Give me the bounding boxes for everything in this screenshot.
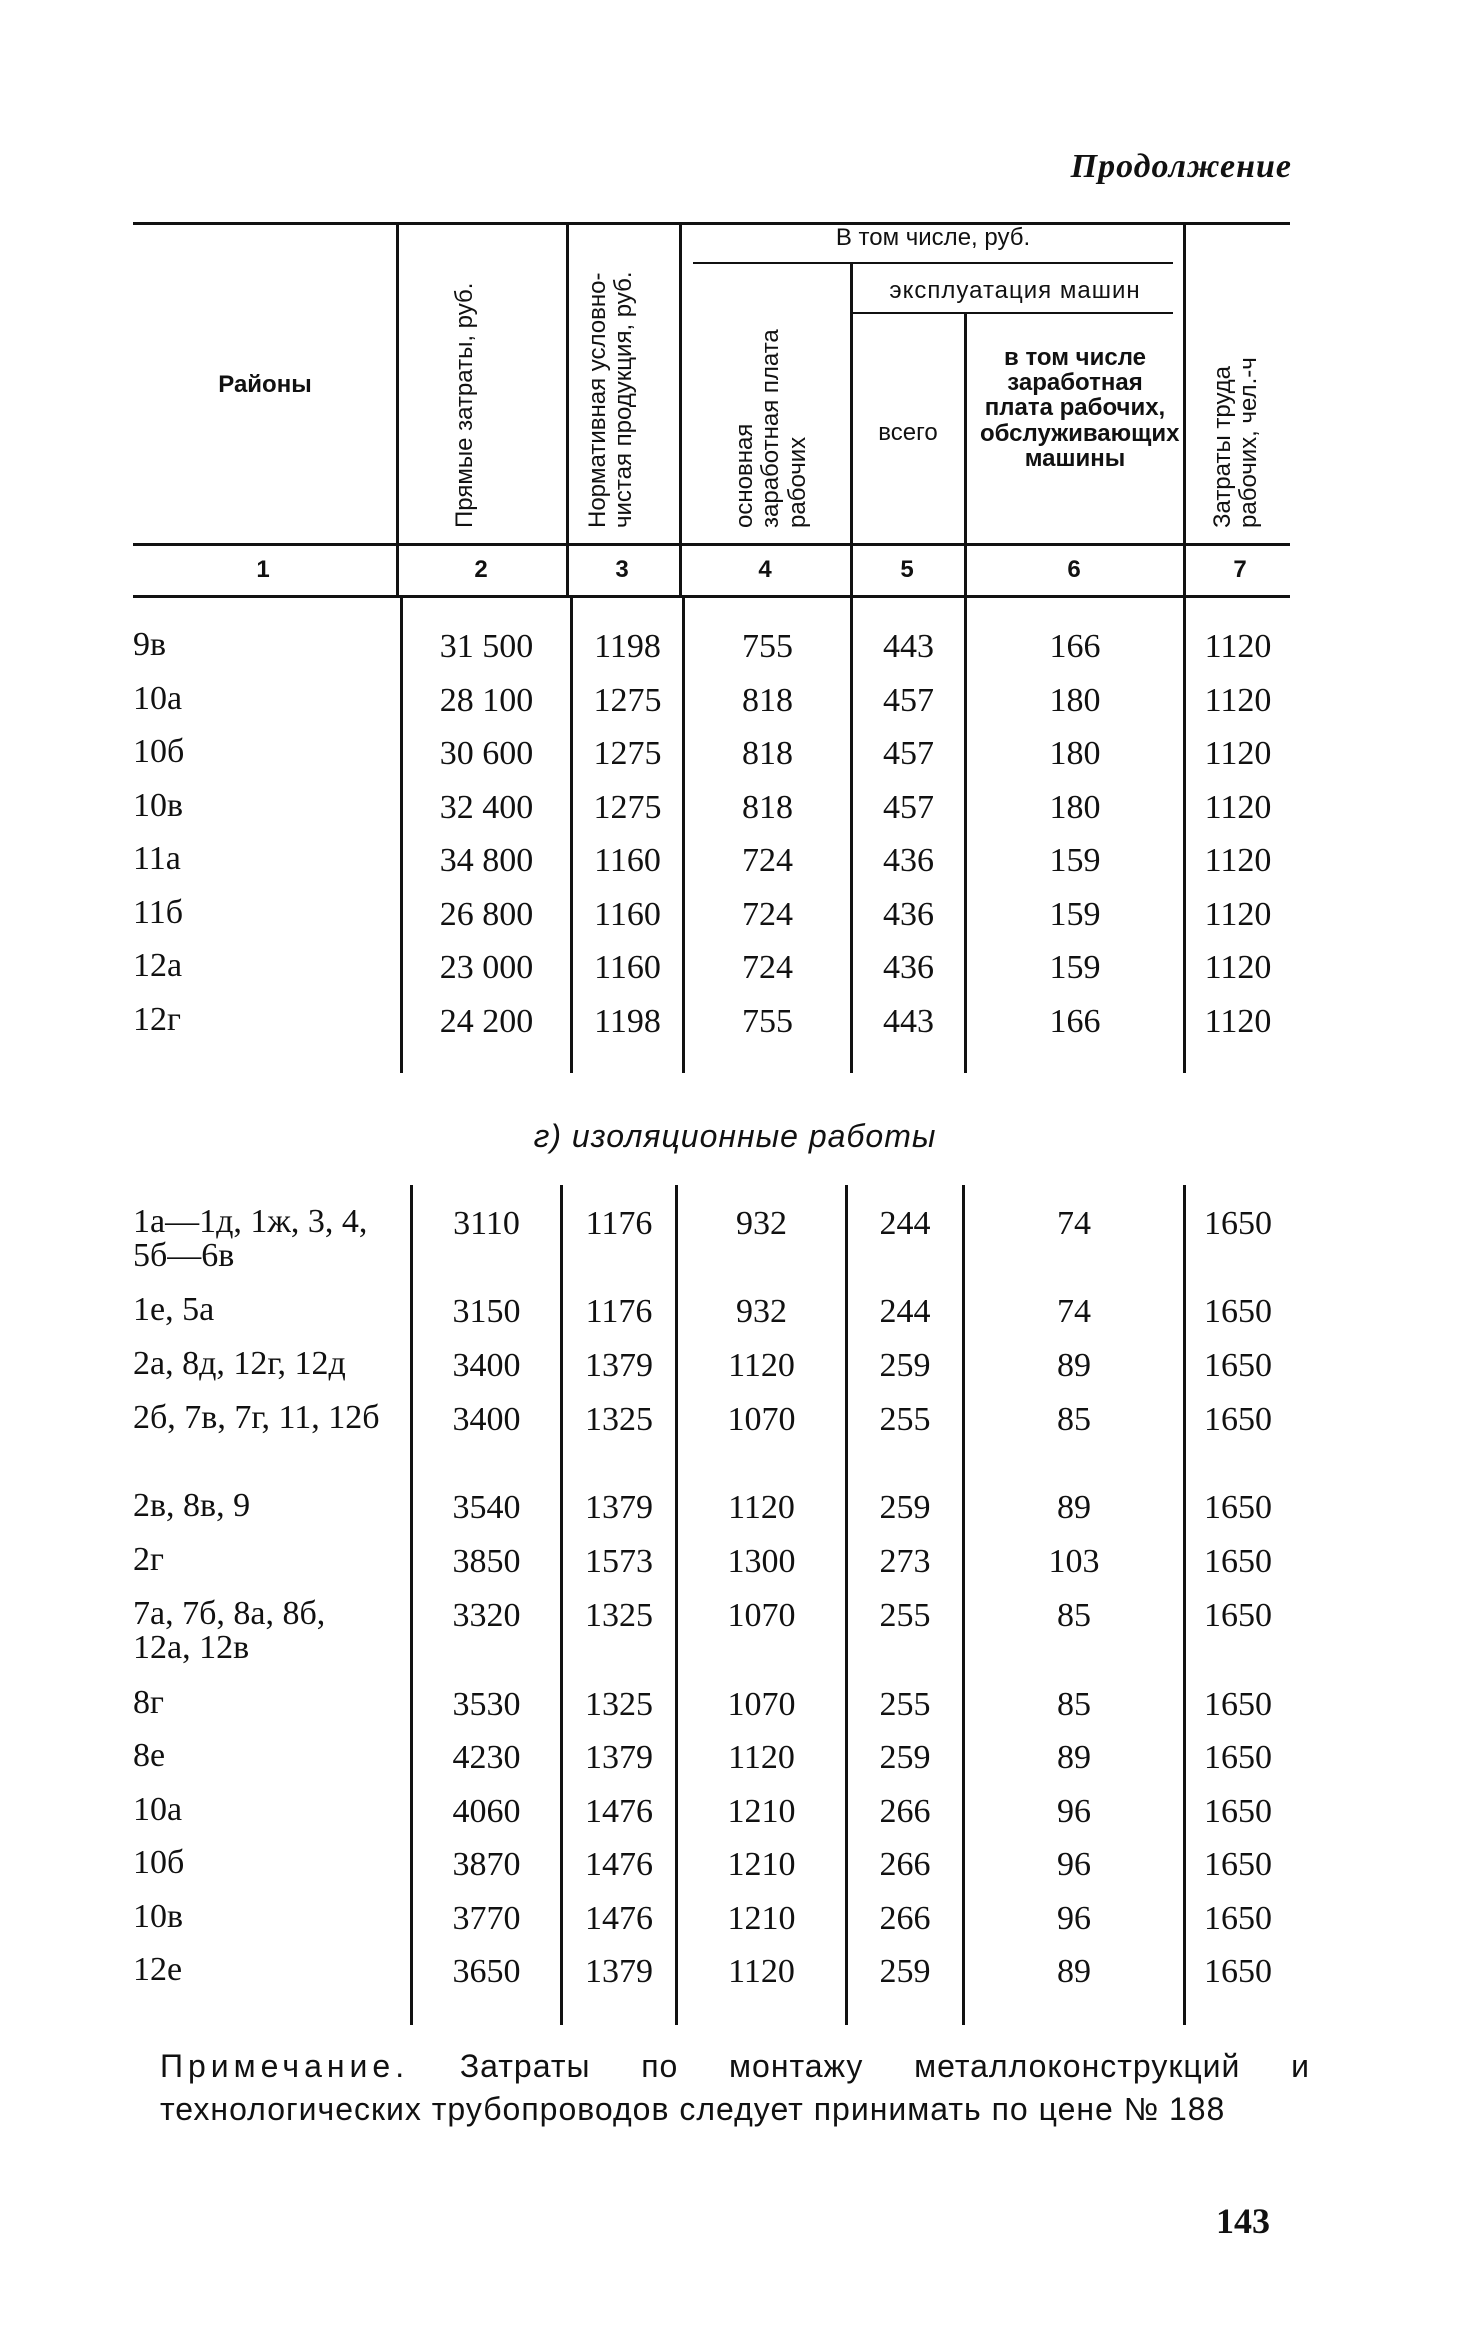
continued-label: Продолжение xyxy=(1070,148,1292,185)
cell-labor-costs: 1650 xyxy=(1204,1401,1272,1438)
cell-normative-output: 1379 xyxy=(585,1739,653,1776)
header-labor-costs: Затраты труда рабочих, чел.-ч xyxy=(1209,357,1263,528)
cell-direct-costs: 3150 xyxy=(452,1293,521,1330)
cell-machine-wages: 89 xyxy=(1057,1739,1091,1776)
cell-region: 1а—1д, 1ж, 3, 4, 5б—6в xyxy=(133,1203,368,1274)
cell-region: 2г xyxy=(133,1541,164,1578)
cell-direct-costs: 4230 xyxy=(452,1739,521,1776)
table-row xyxy=(0,1793,1470,1843)
cell-machine-total: 255 xyxy=(879,1401,931,1438)
cell-labor-costs: 1120 xyxy=(1204,788,1272,826)
table-row xyxy=(0,1953,1470,2003)
cell-direct-costs: 32 400 xyxy=(439,788,534,826)
table-row xyxy=(0,1846,1470,1896)
cell-direct-costs: 3530 xyxy=(452,1686,521,1723)
header-incl-wages: в том числе заработная плата рабочих, обслуживающих машины xyxy=(980,344,1180,472)
table-row xyxy=(0,1489,1470,1539)
cell-normative-output: 1325 xyxy=(585,1686,653,1723)
cell-machine-wages: 180 xyxy=(1049,788,1101,826)
table-row xyxy=(0,1739,1470,1789)
cell-labor-costs: 1120 xyxy=(1204,895,1272,933)
header-direct-costs: Прямые затраты, руб. xyxy=(451,282,478,528)
cell-machine-wages: 180 xyxy=(1049,681,1101,719)
cell-labor-costs: 1650 xyxy=(1204,1205,1272,1242)
cell-region: 10а xyxy=(133,679,183,717)
cell-direct-costs: 3850 xyxy=(452,1543,521,1580)
cell-direct-costs: 3650 xyxy=(452,1953,521,1990)
cell-normative-output: 1573 xyxy=(585,1543,653,1580)
header-divider-6-7 xyxy=(1183,222,1186,598)
cell-base-wages: 818 xyxy=(742,788,793,826)
cell-base-wages: 755 xyxy=(742,1002,793,1040)
table-row xyxy=(0,1205,1470,1285)
cell-direct-costs: 3400 xyxy=(452,1347,521,1384)
cell-machine-wages: 89 xyxy=(1057,1953,1091,1990)
cell-machine-wages: 96 xyxy=(1057,1900,1091,1937)
cell-direct-costs: 24 200 xyxy=(439,1002,534,1040)
cell-machine-total: 457 xyxy=(883,735,934,772)
cell-machine-wages: 85 xyxy=(1057,1686,1091,1723)
cell-direct-costs: 23 000 xyxy=(439,949,534,986)
cell-base-wages: 1070 xyxy=(727,1401,796,1438)
cell-region: 12е xyxy=(133,1951,183,1988)
cell-labor-costs: 1650 xyxy=(1204,1293,1272,1330)
cell-machine-wages: 96 xyxy=(1057,1846,1091,1883)
table-row xyxy=(0,786,1470,839)
colnum-4: 4 xyxy=(758,556,772,583)
colnum-3: 3 xyxy=(615,556,629,583)
colnum-2: 2 xyxy=(474,556,488,583)
cell-direct-costs: 3110 xyxy=(453,1205,520,1242)
cell-normative-output: 1160 xyxy=(594,842,661,879)
section-title-insulation: г) изоляционные работы xyxy=(533,1118,937,1154)
cell-base-wages: 818 xyxy=(742,735,793,772)
cell-labor-costs: 1650 xyxy=(1204,1739,1272,1776)
colnum-1: 1 xyxy=(256,556,270,583)
cell-base-wages: 818 xyxy=(742,681,793,719)
cell-labor-costs: 1120 xyxy=(1204,949,1272,986)
cell-base-wages: 932 xyxy=(736,1293,787,1330)
header-divider-5-6 xyxy=(964,312,967,598)
cell-region: 2б, 7в, 7г, 11, 12б xyxy=(133,1399,380,1436)
cell-base-wages: 1070 xyxy=(727,1686,796,1723)
cell-machine-total: 266 xyxy=(879,1793,931,1830)
cell-direct-costs: 26 800 xyxy=(439,895,534,933)
cell-base-wages: 1210 xyxy=(727,1793,796,1830)
cell-direct-costs: 3770 xyxy=(452,1900,521,1937)
cell-region: 10б xyxy=(133,733,185,770)
cell-region: 10б xyxy=(133,1844,185,1881)
cell-machine-total: 259 xyxy=(879,1489,931,1526)
cell-labor-costs: 1650 xyxy=(1204,1543,1272,1580)
table-row xyxy=(0,735,1470,785)
header-regions: Районы xyxy=(218,371,312,398)
cell-region: 8г xyxy=(133,1684,164,1721)
footnote-lead: Примечание. xyxy=(160,2048,410,2084)
cell-machine-total: 255 xyxy=(879,1597,931,1634)
header-bottom-rule xyxy=(133,543,1290,546)
table-row xyxy=(0,1347,1470,1397)
cell-machine-wages: 166 xyxy=(1049,1002,1101,1040)
colnum-bottom-rule xyxy=(133,595,1290,598)
cell-normative-output: 1198 xyxy=(594,1002,661,1040)
cell-region: 12г xyxy=(133,1000,181,1038)
cell-region: 2а, 8д, 12г, 12д xyxy=(133,1345,346,1382)
cell-labor-costs: 1650 xyxy=(1204,1597,1272,1634)
cell-base-wages: 1120 xyxy=(728,1489,795,1526)
cell-labor-costs: 1120 xyxy=(1204,735,1272,772)
table-row xyxy=(0,893,1470,946)
cell-machine-total: 443 xyxy=(883,1002,934,1040)
header-divider-2-3 xyxy=(566,222,569,598)
cell-machine-wages: 89 xyxy=(1057,1489,1091,1526)
table-row xyxy=(0,949,1470,999)
cell-normative-output: 1325 xyxy=(585,1401,653,1438)
cell-labor-costs: 1120 xyxy=(1204,1002,1272,1040)
cell-direct-costs: 3540 xyxy=(452,1489,521,1526)
cell-labor-costs: 1650 xyxy=(1204,1489,1272,1526)
cell-region: 1е, 5а xyxy=(133,1291,215,1328)
table-row xyxy=(0,1900,1470,1950)
header-divider-3-4 xyxy=(679,222,682,598)
cell-direct-costs: 31 500 xyxy=(439,628,534,665)
cell-normative-output: 1275 xyxy=(593,735,662,772)
cell-region: 9в xyxy=(133,626,167,663)
cell-machine-wages: 159 xyxy=(1049,895,1101,933)
colnum-6: 6 xyxy=(1067,556,1081,583)
cell-base-wages: 1120 xyxy=(728,1739,795,1776)
cell-region: 10в xyxy=(133,1898,184,1935)
cell-base-wages: 724 xyxy=(742,895,793,933)
cell-machine-total: 266 xyxy=(879,1900,931,1937)
cell-machine-total: 259 xyxy=(879,1953,931,1990)
cell-base-wages: 1210 xyxy=(727,1900,796,1937)
cell-direct-costs: 3400 xyxy=(452,1401,521,1438)
footnote-text: Затраты по монтажу металлоконструкций и технологических трубопроводов следует принимать по цене № 188 xyxy=(160,2048,1311,2128)
subheader-rule-2 xyxy=(850,312,1173,314)
cell-base-wages: 1300 xyxy=(727,1543,796,1580)
cell-labor-costs: 1650 xyxy=(1204,1846,1272,1883)
cell-machine-wages: 103 xyxy=(1048,1543,1100,1580)
header-machine-operation: эксплуатация машин xyxy=(889,277,1141,304)
cell-region: 7а, 7б, 8а, 8б, 12а, 12в xyxy=(133,1595,326,1666)
cell-machine-wages: 159 xyxy=(1049,842,1101,879)
table-row xyxy=(0,1543,1470,1593)
cell-machine-total: 436 xyxy=(883,842,934,879)
cell-normative-output: 1176 xyxy=(585,1205,653,1242)
colnum-5: 5 xyxy=(900,556,914,583)
table-row xyxy=(0,679,1470,732)
cell-region: 2в, 8в, 9 xyxy=(133,1487,251,1524)
cell-normative-output: 1379 xyxy=(585,1953,653,1990)
cell-normative-output: 1160 xyxy=(594,895,661,933)
cell-machine-wages: 74 xyxy=(1057,1293,1091,1330)
cell-machine-wages: 85 xyxy=(1057,1597,1091,1634)
cell-normative-output: 1198 xyxy=(594,628,661,665)
cell-normative-output: 1325 xyxy=(585,1597,653,1634)
cell-base-wages: 724 xyxy=(742,949,793,986)
cell-region: 11б xyxy=(133,893,184,931)
cell-machine-total: 443 xyxy=(883,628,934,665)
cell-machine-wages: 85 xyxy=(1057,1401,1091,1438)
cell-base-wages: 932 xyxy=(736,1205,787,1242)
cell-machine-wages: 180 xyxy=(1049,735,1101,772)
cell-machine-total: 244 xyxy=(879,1293,931,1330)
table-row xyxy=(0,842,1470,892)
cell-machine-total: 436 xyxy=(883,949,934,986)
cell-base-wages: 1070 xyxy=(727,1597,796,1634)
cell-machine-total: 273 xyxy=(879,1543,931,1580)
cell-normative-output: 1476 xyxy=(585,1900,653,1937)
cell-normative-output: 1476 xyxy=(585,1846,653,1883)
cell-normative-output: 1275 xyxy=(593,681,662,719)
header-including: В том числе, руб. xyxy=(835,224,1031,251)
cell-base-wages: 1210 xyxy=(727,1846,796,1883)
cell-direct-costs: 3870 xyxy=(452,1846,521,1883)
cell-base-wages: 724 xyxy=(742,842,793,879)
cell-machine-total: 259 xyxy=(879,1347,931,1384)
cell-machine-total: 259 xyxy=(879,1739,931,1776)
cell-direct-costs: 3320 xyxy=(452,1597,521,1634)
header-normative-output: Нормативная условно-чистая продукция, руб. xyxy=(584,271,638,528)
cell-machine-total: 457 xyxy=(883,681,934,719)
table-row xyxy=(0,1000,1470,1053)
footnote xyxy=(160,2045,1310,2131)
cell-normative-output: 1379 xyxy=(585,1347,653,1384)
cell-region: 11а xyxy=(133,840,181,877)
cell-machine-total: 255 xyxy=(879,1686,931,1723)
page-number: 143 xyxy=(1216,2201,1270,2241)
cell-machine-wages: 159 xyxy=(1049,949,1101,986)
header-total: всего xyxy=(878,419,938,446)
table-row xyxy=(0,628,1470,678)
cell-labor-costs: 1650 xyxy=(1204,1347,1272,1384)
cell-labor-costs: 1650 xyxy=(1204,1953,1272,1990)
cell-labor-costs: 1120 xyxy=(1204,628,1272,665)
cell-direct-costs: 28 100 xyxy=(439,681,534,719)
table-row xyxy=(0,1686,1470,1736)
cell-normative-output: 1160 xyxy=(594,949,661,986)
cell-labor-costs: 1120 xyxy=(1204,681,1272,719)
cell-machine-wages: 96 xyxy=(1057,1793,1091,1830)
cell-machine-total: 436 xyxy=(883,895,934,933)
cell-machine-total: 244 xyxy=(879,1205,931,1242)
cell-direct-costs: 4060 xyxy=(452,1793,521,1830)
cell-machine-wages: 166 xyxy=(1049,628,1101,665)
table-row xyxy=(0,1401,1470,1481)
subheader-rule-1 xyxy=(693,262,1173,264)
cell-machine-wages: 74 xyxy=(1057,1205,1091,1242)
cell-base-wages: 1120 xyxy=(728,1953,795,1990)
table-row xyxy=(0,1597,1470,1677)
colnum-7: 7 xyxy=(1233,556,1247,583)
cell-labor-costs: 1120 xyxy=(1204,842,1272,879)
header-base-wages: основная заработная плата рабочих xyxy=(731,329,811,528)
cell-labor-costs: 1650 xyxy=(1204,1793,1272,1830)
cell-direct-costs: 30 600 xyxy=(439,735,534,772)
cell-machine-wages: 89 xyxy=(1057,1347,1091,1384)
table-row xyxy=(0,1293,1470,1343)
cell-machine-total: 266 xyxy=(879,1846,931,1883)
cell-normative-output: 1275 xyxy=(593,788,662,826)
cell-machine-total: 457 xyxy=(883,788,934,826)
cell-labor-costs: 1650 xyxy=(1204,1686,1272,1723)
cell-normative-output: 1379 xyxy=(585,1489,653,1526)
cell-region: 8е xyxy=(133,1737,166,1774)
cell-direct-costs: 34 800 xyxy=(439,842,534,879)
cell-normative-output: 1176 xyxy=(585,1293,653,1330)
cell-base-wages: 755 xyxy=(742,628,793,665)
cell-base-wages: 1120 xyxy=(728,1347,795,1384)
header-divider-1-2 xyxy=(396,222,399,598)
cell-region: 12а xyxy=(133,947,183,984)
cell-labor-costs: 1650 xyxy=(1204,1900,1272,1937)
cell-normative-output: 1476 xyxy=(585,1793,653,1830)
cell-region: 10в xyxy=(133,786,184,824)
cell-region: 10а xyxy=(133,1791,183,1828)
